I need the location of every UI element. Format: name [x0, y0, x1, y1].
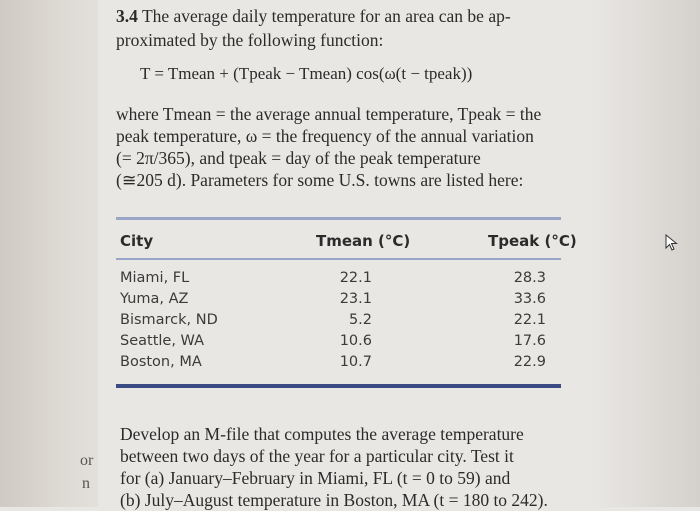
table-cell-tmean: 10.7 — [339, 354, 372, 370]
textbook-page — [98, 0, 608, 510]
table-cell-tmean: 5.2 — [348, 312, 372, 328]
table-cell-tpeak: 22.1 — [513, 312, 546, 328]
table-top-rule — [116, 217, 561, 220]
tmean-column — [332, 268, 372, 373]
task-line-2: between two days of the year for a particular city. Test it — [120, 446, 514, 466]
tpeak-column — [506, 268, 546, 373]
where-line-1: where Tmean = the average annual temperature, Tpeak = the — [116, 104, 542, 124]
table-header-rule — [116, 258, 561, 260]
margin-fragment-n: n — [82, 475, 90, 492]
table-cell-tmean: 22.1 — [339, 270, 372, 286]
table-cell-tmean: 10.6 — [339, 333, 372, 349]
table-row-city: Yuma, AZ — [120, 291, 189, 307]
where-line-3: (= 2π/365), and tpeak = day of the peak temperature — [116, 148, 481, 168]
table-row-city: Boston, MA — [120, 354, 202, 370]
mouse-pointer-icon — [665, 234, 679, 252]
table-row-city: Seattle, WA — [120, 333, 205, 349]
table-row-city: Miami, FL — [120, 270, 190, 286]
problem-intro-line-1: 3.4 The average daily temperature for an area can be ap- — [116, 6, 511, 26]
where-line-4: (≅205 d). Parameters for some U.S. towns are listed here: — [116, 170, 524, 190]
temperature-equation: T = Tmean + (Tpeak − Tmean) cos(ω(t − tpeak)) — [140, 64, 473, 83]
task-line-4: (b) July–August temperature in Boston, MA (t = 180 to 242). — [120, 490, 548, 510]
city-column — [120, 268, 218, 373]
problem-number: 3.4 — [116, 6, 138, 26]
table-cell-tpeak: 33.6 — [513, 291, 546, 307]
header-tpeak: Tpeak (°C) — [488, 232, 577, 250]
table-row-city: Bismarck, ND — [120, 312, 218, 328]
header-city: City — [120, 232, 154, 250]
header-tmean: Tmean (°C) — [316, 232, 411, 250]
task-line-1: Develop an M-file that computes the average temperature — [120, 424, 524, 444]
table-cell-tmean: 23.1 — [339, 291, 372, 307]
task-line-3: for (a) January–February in Miami, FL (t = 0 to 59) and — [120, 468, 511, 488]
table-cell-tpeak: 28.3 — [513, 270, 546, 286]
table-cell-tpeak: 22.9 — [513, 354, 546, 370]
margin-fragment-or: or — [80, 452, 94, 469]
where-line-2: peak temperature, ω = the frequency of the annual variation — [116, 126, 534, 146]
left-page-edge — [0, 0, 98, 507]
table-cell-tpeak: 17.6 — [513, 333, 546, 349]
problem-intro-line-2: proximated by the following function: — [116, 30, 384, 50]
table-bottom-rule — [116, 384, 561, 388]
